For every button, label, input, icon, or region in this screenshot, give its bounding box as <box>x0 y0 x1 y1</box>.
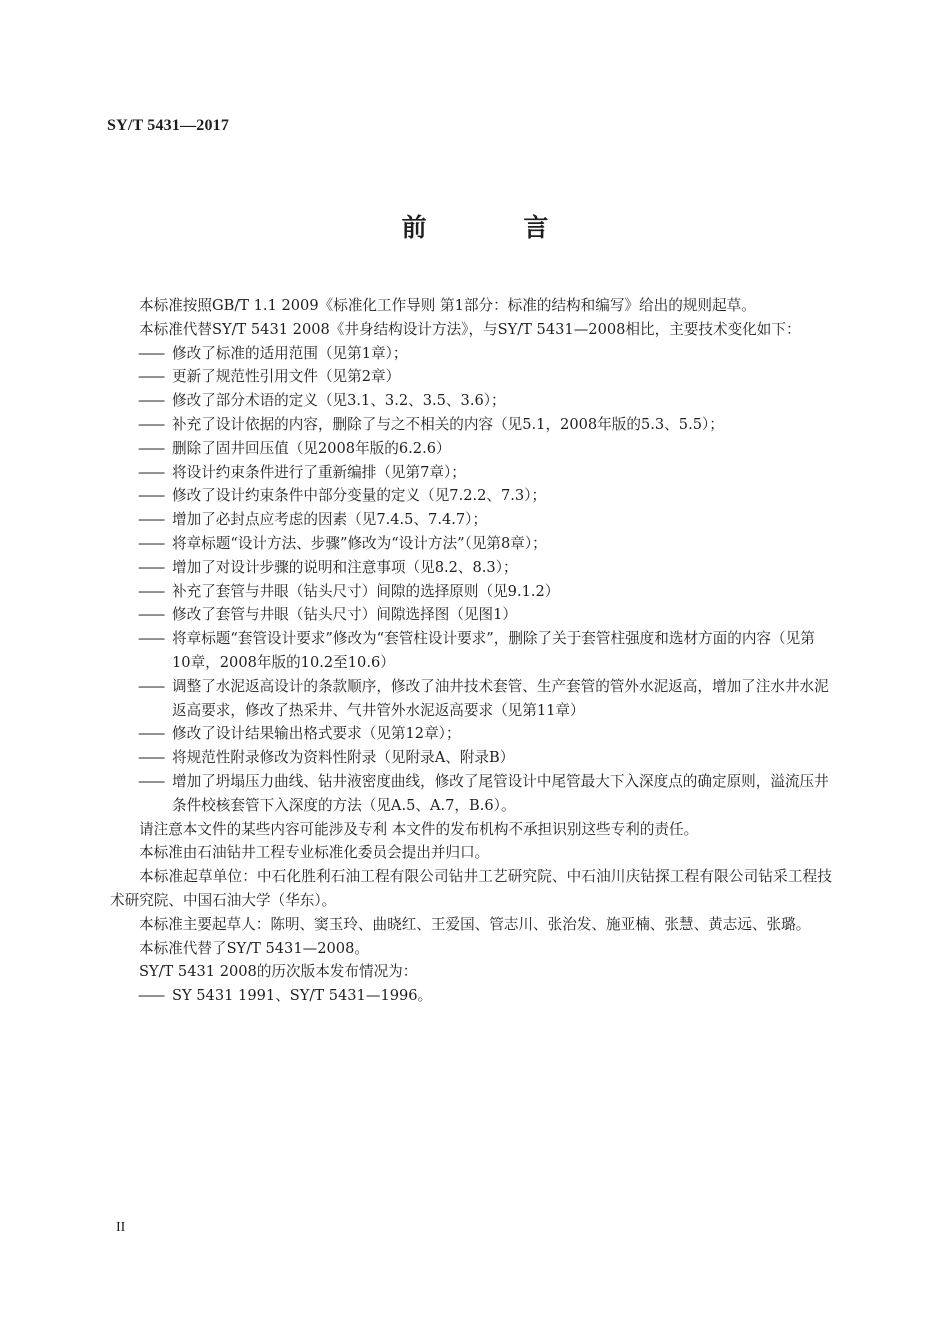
foreword-body <box>110 294 832 1008</box>
list-item: —— 修改了设计结果输出格式要求（见第12章）； <box>110 722 832 746</box>
list-item: —— 将章标题“设计方法、步骤”修改为“设计方法”（见第8章）； <box>110 532 832 556</box>
list-item: —— 将规范性附录修改为资料性附录（见附录A、附录B） <box>110 746 832 770</box>
dash-marker: —— <box>138 534 164 552</box>
paragraph-replacement: 本标准代替SY/T 5431 2008《井身结构设计方法》，与SY/T 5431—2008相比，主要技术变化如下： <box>139 320 801 338</box>
paragraph-drafting-rules: 本标准按照GB/T 1.1 2009《标准化工作导则 第1部分：标准的结构和编写》给出的规则起草。 <box>139 297 756 314</box>
changes-list <box>110 342 832 818</box>
page-title: 前 言 <box>401 213 593 242</box>
dash-marker: —— <box>138 511 164 529</box>
list-item: —— 将设计约束条件进行了重新编排（见第7章）； <box>110 461 832 485</box>
dash-marker: —— <box>138 630 164 648</box>
dash-marker: —— <box>138 368 164 386</box>
list-item: —— 补充了套管与井眼（钻头尺寸）间隙的选择原则（见9.1.2） <box>110 580 832 604</box>
paragraph-patent-notice: 请注意本文件的某些内容可能涉及专利 本文件的发布机构不承担识别这些专利的责任。 <box>139 820 699 838</box>
page-number: II <box>116 1220 126 1235</box>
dash-marker: —— <box>138 487 164 505</box>
dash-marker: —— <box>138 987 164 1005</box>
paragraph-drafters: 本标准主要起草人：陈明、窦玉玲、曲晓红、王爱国、管志川、张治发、施亚楠、张慧、黄志远、张璐。 <box>139 915 811 933</box>
dash-marker: —— <box>138 558 164 576</box>
history-item: —— SY 5431 1991、SY/T 5431—1996。 <box>110 984 832 1008</box>
list-item: —— 删除了固井回压值（见2008年版的6.2.6） <box>110 437 832 461</box>
dash-marker: —— <box>138 725 164 743</box>
dash-marker: —— <box>138 772 164 790</box>
list-item: —— 修改了部分术语的定义（见3.1、3.2、3.5、3.6）； <box>110 389 832 413</box>
list-item: —— 补充了设计依据的内容，删除了与之不相关的内容（见5.1，2008年版的5.3、5.5）； <box>110 413 832 437</box>
dash-marker: —— <box>138 392 164 410</box>
list-item: —— 增加了坍塌压力曲线、钻井液密度曲线，修改了尾管设计中尾管最大下入深度点的确定原则，溢流压井条件校核套管下入深度的方法（见A.5、A.7，B.6）。 <box>110 770 832 818</box>
dash-marker: —— <box>138 463 164 481</box>
list-item: —— 增加了对设计步骤的说明和注意事项（见8.2、8.3）； <box>110 556 832 580</box>
paragraph-proposer: 本标准由石油钻井工程专业标准化委员会提出并归口。 <box>139 844 490 862</box>
dash-marker: —— <box>138 582 164 600</box>
list-item: —— 修改了套管与井眼（钻头尺寸）间隙选择图（见图1） <box>110 603 832 627</box>
list-item: —— 调整了水泥返高设计的条款顺序，修改了油井技术套管、生产套管的管外水泥返高，增加了注水井水泥返高要求，修改了热采井、气井管外水泥返高要求（见第11章） <box>110 675 832 723</box>
dash-marker: —— <box>138 606 164 624</box>
list-item: —— 修改了标准的适用范围（见第1章）； <box>110 342 832 366</box>
paragraph-history-intro: SY/T 5431 2008的历次版本发布情况为： <box>139 963 418 981</box>
standard-code: SY/T 5431—2017 <box>107 117 230 134</box>
dash-marker: —— <box>138 344 164 362</box>
dash-marker: —— <box>138 749 164 767</box>
list-item: —— 将章标题“套管设计要求”修改为“套管柱设计要求”，删除了关于套管柱强度和选材方面的内容（见第10章，2008年版的10.2至10.6） <box>110 627 832 675</box>
dash-marker: —— <box>138 677 164 695</box>
paragraph-replaces: 本标准代替了SY/T 5431—2008。 <box>139 939 369 957</box>
list-item: —— 修改了设计约束条件中部分变量的定义（见7.2.2、7.3）； <box>110 484 832 508</box>
paragraph-drafting-units: 本标准起草单位：中石化胜利石油工程有限公司钻井工艺研究院、中石油川庆钻探工程有限公司钻采工程技术研究院、中国石油大学（华东）。 <box>110 868 832 909</box>
list-item: —— 更新了规范性引用文件（见第2章） <box>110 365 832 389</box>
list-item: —— 增加了必封点应考虑的因素（见7.4.5、7.4.7）； <box>110 508 832 532</box>
dash-marker: —— <box>138 415 164 433</box>
dash-marker: —— <box>138 439 164 457</box>
